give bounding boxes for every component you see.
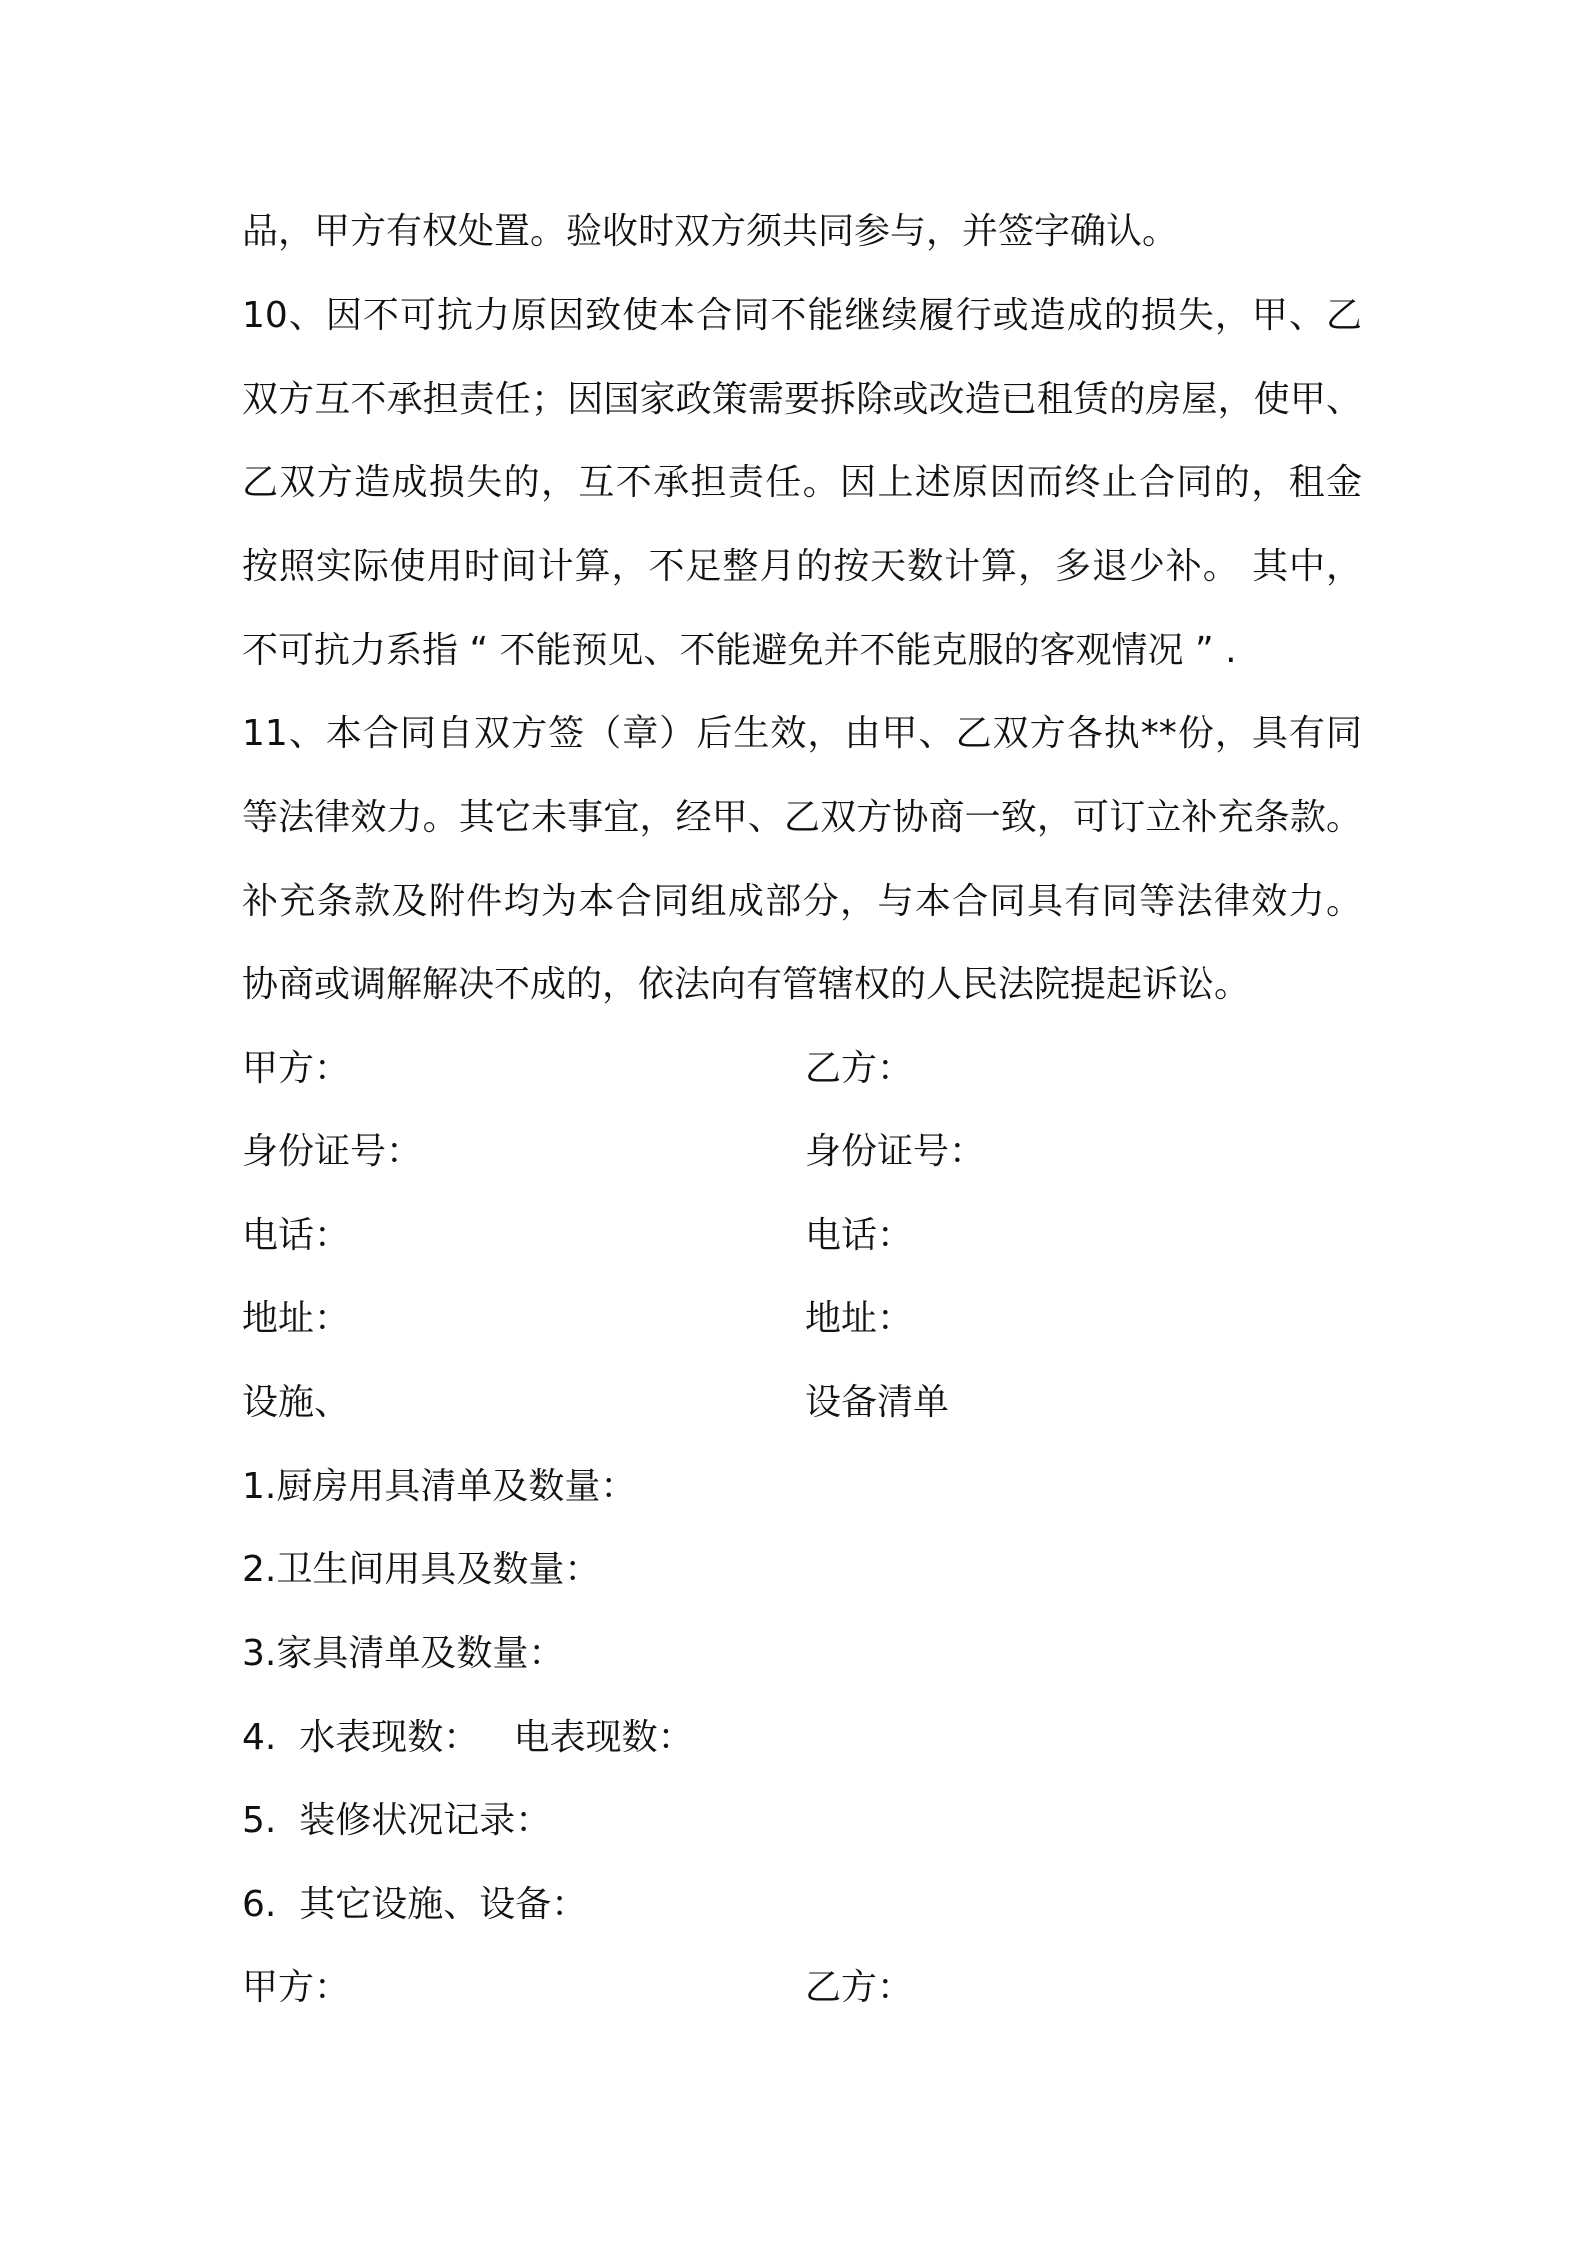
- signature-row-phone: [242, 1212, 914, 1260]
- final-party-b-label: 乙方：: [805, 1967, 914, 2008]
- body-line-8: 等法律效力。其它未事宜，经甲、乙双方协商一致，可订立补充条款。: [242, 797, 1362, 838]
- party-a-address-label: 地址：: [242, 1298, 351, 1339]
- party-b-phone-label: 电话：: [805, 1215, 914, 1256]
- inventory-item-kitchen: 1.厨房用具清单及数量：: [242, 1466, 637, 1507]
- body-line-3: 双方互不承担责任；因国家政策需要拆除或改造已租赁的房屋，使甲、: [242, 379, 1362, 420]
- body-line-9: 补充条款及附件均为本合同组成部分，与本合同具有同等法律效力。: [242, 881, 1362, 922]
- inventory-item-meters: 4. 水表现数： 电表现数：: [242, 1717, 694, 1758]
- party-a-label: 甲方：: [242, 1048, 351, 1089]
- inventory-item-decoration: 5. 装修状况记录：: [242, 1800, 552, 1841]
- final-signature-row: [242, 1964, 914, 2012]
- signature-row-address: [242, 1295, 914, 1343]
- signature-row-id: [242, 1128, 986, 1176]
- body-line-7: 11、本合同自双方签（章）后生效，由甲、乙双方各执**份，具有同: [242, 713, 1362, 754]
- inventory-item-other: 6. 其它设施、设备：: [242, 1884, 588, 1925]
- body-line-5: 按照实际使用时间计算，不足整月的按天数计算，多退少补。 其中，: [242, 546, 1362, 587]
- facilities-heading: [242, 1379, 950, 1427]
- facilities-heading-left: 设施、: [242, 1382, 351, 1423]
- facilities-heading-right: 设备清单: [805, 1382, 950, 1423]
- party-b-id-label: 身份证号：: [805, 1131, 986, 1172]
- inventory-item-furniture: 3.家具清单及数量：: [242, 1633, 565, 1674]
- body-line-4: 乙双方造成损失的，互不承担责任。因上述原因而终止合同的，租金: [242, 462, 1362, 503]
- body-line-2: 10、因不可抗力原因致使本合同不能继续履行或造成的损失，甲、乙: [242, 295, 1362, 336]
- party-b-address-label: 地址：: [805, 1298, 914, 1339]
- signature-row-party: [242, 1045, 914, 1093]
- party-a-phone-label: 电话：: [242, 1215, 351, 1256]
- body-line-6: 不可抗力系指 “ 不能预见、不能避免并不能克服的客观情况 ” .: [242, 630, 1237, 671]
- party-a-id-label: 身份证号：: [242, 1131, 423, 1172]
- final-party-a-label: 甲方：: [242, 1967, 351, 2008]
- body-line-10: 协商或调解解决不成的，依法向有管辖权的人民法院提起诉讼。: [242, 964, 1251, 1005]
- party-b-label: 乙方：: [805, 1048, 914, 1089]
- body-line-1: 品，甲方有权处置。验收时双方须共同参与，并签字确认。: [242, 211, 1179, 252]
- inventory-item-bathroom: 2.卫生间用具及数量：: [242, 1549, 601, 1590]
